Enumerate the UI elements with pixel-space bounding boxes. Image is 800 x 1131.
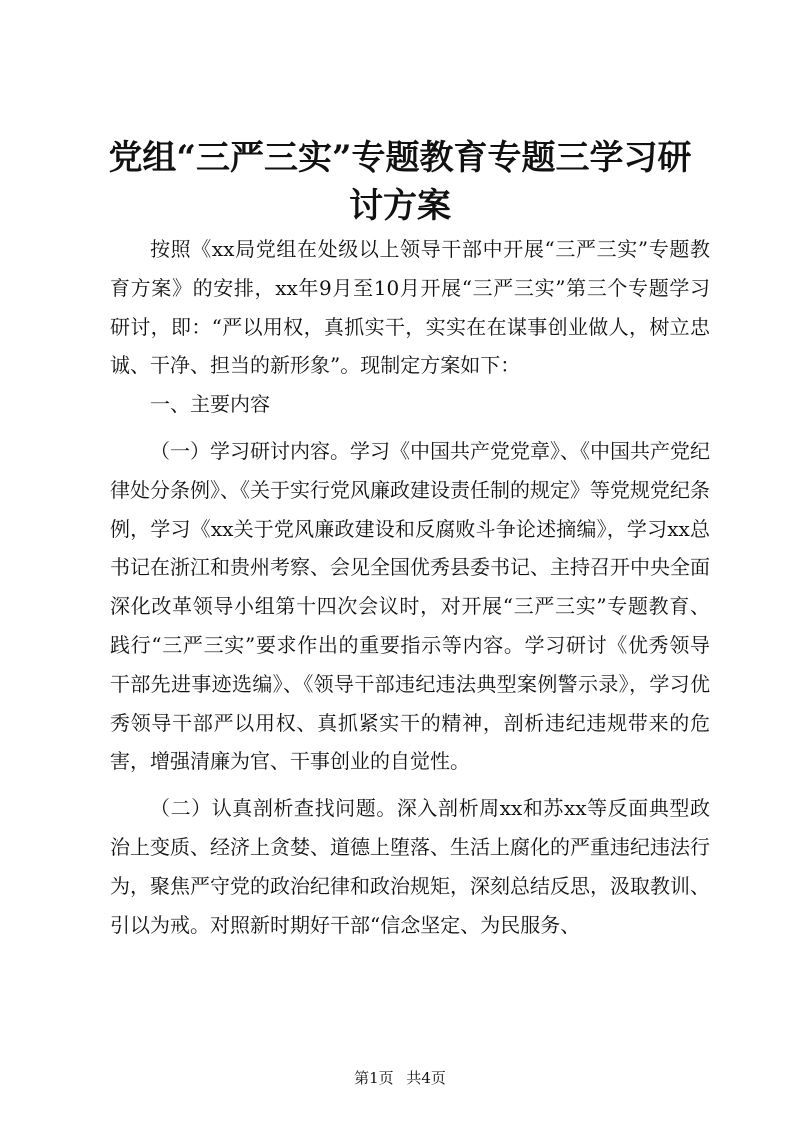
document-body [110,230,710,944]
section-heading-main-content: 一、主要内容 [150,392,270,417]
page-total: 共4页 [406,1069,446,1087]
paragraph-study-content: （一）学习研讨内容。学习《中国共产党党章》、《中国共产党纪律处分条例》、《关于实行党风廉政建设责任制的规定》等党规党纪条例，学习《xx关于党风廉政建设和反腐败斗争论述摘编》，学习xx总书记在浙江和贵州考察、会见全国优秀县委书记、主持召开中央全面深化改革领导小组第十四次会议时，对开展“三严三实”专题教育、践行“三严三实”要求作出的重要指示等内容。学习研讨《优秀领导干部先进事迹选编》、《领导干部违纪违法典型案例警示录》，学习优秀领导干部严以用权、真抓紧实干的精神，剖析违纪违规带来的危害，增强清廉为官、干事创业的自觉性。 [110,438,710,774]
page-number: 第1页 [354,1069,394,1087]
document-title: 党组“三严三实”专题教育专题三学习研讨方案 [108,138,692,226]
page-footer [0,1068,800,1088]
paragraph-analyze-problems: （二）认真剖析查找问题。深入剖析周xx和苏xx等反面典型政治上变质、经济上贪婪、道德上堕落、生活上腐化的严重违纪违法行为，聚焦严守党的政治纪律和政治规矩，深刻总结反思，汲取教训、引以为戒。对照新时期好干部“信念坚定、为民服务、 [110,796,710,937]
paragraph-intro: 按照《xx局党组在处级以上领导干部中开展“三严三实”专题教育方案》的安排，xx年9月至10月开展“三严三实”第三个专题学习研讨，即：“严以用权，真抓实干，实实在在谋事创业做人，树立忠诚、干净、担当的新形象”。现制定方案如下： [110,237,710,378]
